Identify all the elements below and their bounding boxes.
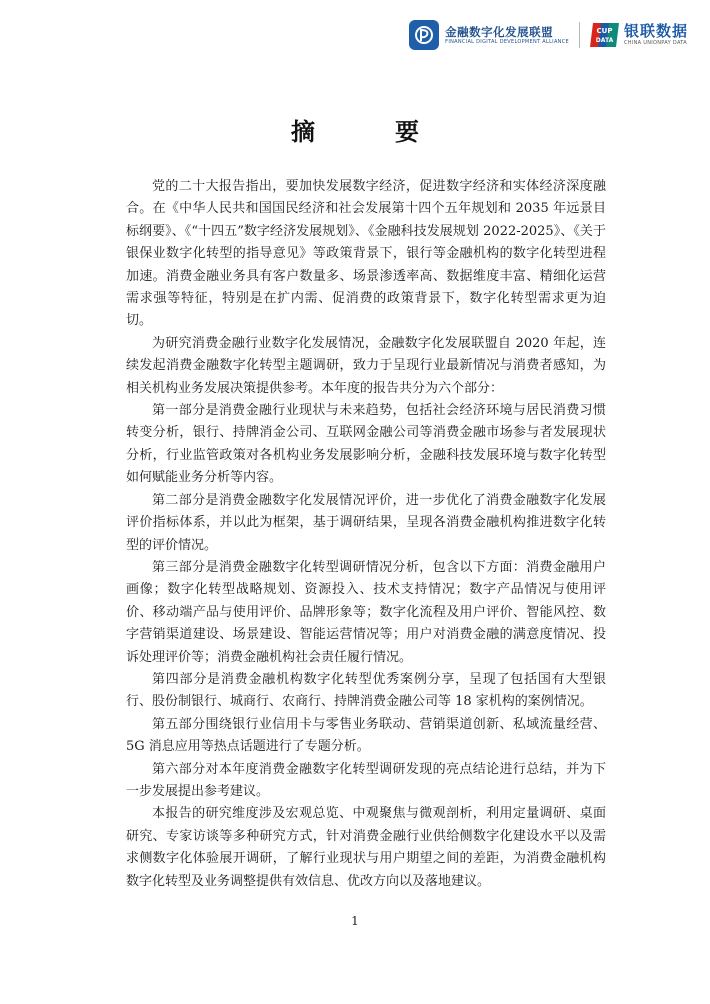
- unionpay-data-name-cn: 银联数据: [623, 22, 688, 40]
- page-header: [409, 20, 688, 50]
- unionpay-data-name-en: CHINA UNIONPAY DATA: [623, 40, 687, 46]
- cup-badge-top: CUP: [596, 27, 613, 35]
- paragraph-part-1: 第一部分是消费金融行业现状与未来趋势，包括社会经济环境与居民消费习惯转变分析，银行、持牌消金公司、互联网金融公司等消费金融市场参与者发展现状分析，行业监管政策对各机构业务发展影响分析，金融科技发展环境与数字化转型如何赋能业务分析等内容。: [126, 403, 606, 486]
- paragraph-scope: 为研究消费金融行业数字化发展情况，金融数字化发展联盟自 2020 年起，连续发起消费金融数字化转型主题调研，致力于呈现行业最新情况与消费者感知，为相关机构业务发展决策提供参考。本年度的报告共分为六个部分：: [126, 335, 606, 396]
- paragraph-methodology: 本报告的研究维度涉及宏观总览、中观聚焦与微观剖析，利用定量调研、桌面研究、专家访谈等多种研究方式，针对消费金融行业供给侧数字化建设水平以及需求侧数字化体验展开调研，了解行业现状与用户期望之间的差距，为消费金融机构数字化转型及业务调整提供有效信息、优改方向以及落地建议。: [126, 806, 606, 889]
- unionpay-data-logo: [590, 22, 688, 48]
- alliance-name-en: FINANCIAL DIGITAL DEVELOPMENT ALLIANCE: [445, 38, 569, 45]
- paragraph-intro: 党的二十大报告指出，要加快发展数字经济，促进数字经济和实体经济深度融合。在《中华人民共和国国民经济和社会发展第十四个五年规划和 2035 年远景目标纲要》、《“十四五”数字经济发展规划》、《金融科技发展规划 2022-2025》、《关于银保业数字化转型的指导意见》等政策背景下，银行等金融机构的数字化转型进程加速。消费金融业务具有客户数量多、场景渗透率高、数据维度丰富、精细化运营需求强等特征，特别是在扩内需、促消费的政策背景下，数字化转型需求更为迫切。: [126, 179, 606, 329]
- page-number: 1: [351, 914, 359, 928]
- paragraph-part-6: 第六部分对本年度消费金融数字化转型调研发现的亮点结论进行总结，并为下一步发展提出参考建议。: [126, 761, 606, 799]
- cup-badge-bottom: DATA: [595, 37, 614, 44]
- document-body: [126, 176, 606, 893]
- logo-divider: [579, 22, 580, 48]
- document-title: 摘 要: [291, 118, 447, 146]
- paragraph-part-2: 第二部分是消费金融数字化发展情况评价，进一步优化了消费金融数字化发展评价指标体系，并以此为框架，基于调研结果，呈现各消费金融机构推进数字化转型的评价情况。: [126, 492, 606, 553]
- alliance-logo: [409, 20, 569, 50]
- unionpay-data-logo-icon: [590, 22, 620, 48]
- paragraph-part-3: 第三部分是消费金融数字化转型调研情况分析，包含以下方面：消费金融用户画像；数字化转型战略规划、资源投入、技术支持情况；数字产品情况与使用评价、移动端产品与使用评价、品牌形象等；数字化流程及用户评价、智能风控、数字营销渠道建设、场景建设、智能运营情况等；用户对消费金融的满意度情况、投诉处理评价等；消费金融机构社会责任履行情况。: [126, 559, 606, 665]
- alliance-name-cn: 金融数字化发展联盟: [445, 24, 554, 39]
- afda-logo-icon: [409, 20, 439, 50]
- paragraph-part-5: 第五部分围绕银行业信用卡与零售业务联动、营销渠道创新、私域流量经营、5G 消息应用等热点话题进行了专题分析。: [126, 716, 606, 755]
- paragraph-part-4: 第四部分是消费金融机构数字化转型优秀案例分享，呈现了包括国有大型银行、股份制银行、城商行、农商行、持牌消费金融公司等 18 家机构的案例情况。: [126, 671, 606, 710]
